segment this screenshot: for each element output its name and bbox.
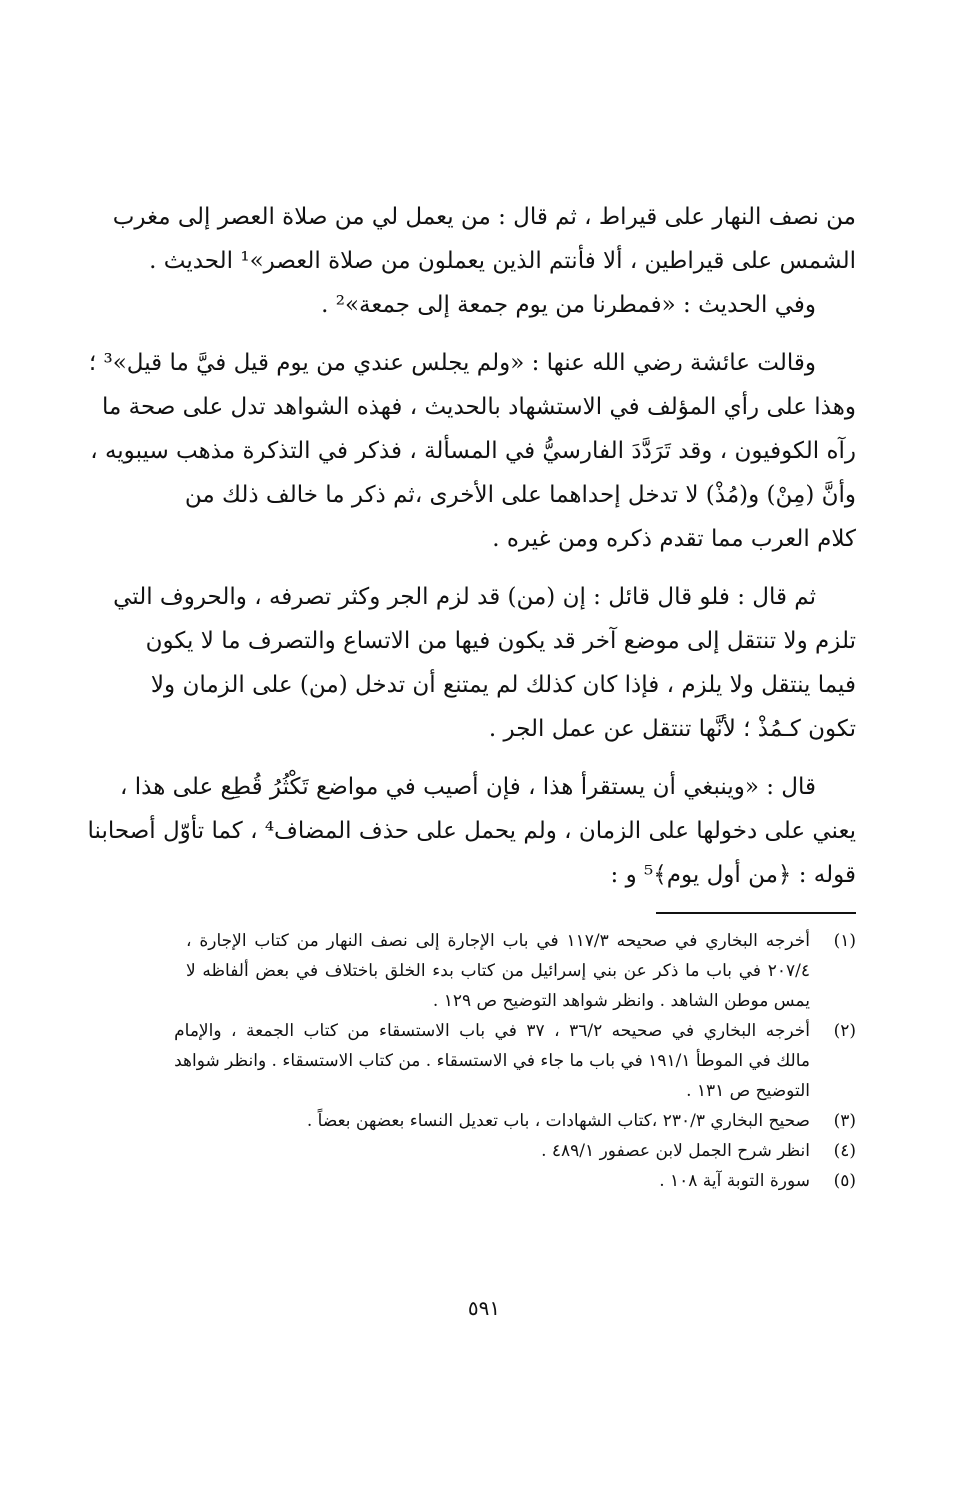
footnote-line: أخرجه البخاري في صحيحه ١١٧/٣ في باب الإجارة إلى نصف النهار من كتاب الإجارة ، — [186, 931, 810, 951]
footnote-number: (٤) — [833, 1141, 856, 1161]
footnote-number: (٥) — [833, 1171, 856, 1191]
footnote-number: (١) — [833, 931, 856, 951]
footnote-line: أخرجه البخاري في صحيحه ٣٦/٢ ، ٣٧ في باب الاستسقاء من كتاب الجمعة ، والإمام — [174, 1021, 810, 1041]
text-line: وهذا على رأي المؤلف في الاستشهاد بالحديث ، فهذه الشواهد تدل على صحة ما — [102, 394, 856, 420]
footnote — [186, 926, 856, 1016]
text-line: فيما ينتقل ولا يلزم ، فإذا كان كذلك لم يمتنع أن تدخل (من) على الزمان ولا — [150, 672, 856, 698]
text-line: وأنَّ (مِنْ) و(مُذْ) لا تدخل إحداهما على الأخرى ،ثم ذكر ما خالف ذلك من — [184, 482, 856, 508]
text-line: ثم قال : فلو قال قائل : إن (من) قد لزم الجر وكثر تصرفه ، والحروف التي — [113, 584, 816, 610]
text-line: قوله : ﴿من أول يوم﴾⁵ و : — [610, 862, 856, 888]
page-number: ٥٩١ — [467, 1296, 501, 1320]
footnote-separator — [656, 912, 856, 914]
footnote-line: صحيح البخاري ٢٣٠/٣ ،كتاب الشهادات ، باب تعديل النساء بعضهن بعضاً . — [306, 1111, 810, 1131]
text-line: تلزم ولا تنتقل إلى موضع آخر قد يكون فيها من الاتساع والتصرف ما لا يكون — [145, 628, 856, 654]
footnote — [186, 1136, 856, 1166]
text-line: قال : «وينبغي أن يستقرأ هذا ، فإن أصيب في مواضع تَكْثُرُ قُطِع على هذا ، — [120, 774, 816, 800]
footnote-line: سورة التوبة آية ١٠٨ . — [659, 1171, 810, 1191]
footnote — [186, 1166, 856, 1196]
text-line: يعني على دخولها على الزمان ، ولم يحمل على حذف المضاف⁴ ، كما تأوّل أصحابنا — [87, 818, 856, 844]
footnote — [186, 1106, 856, 1136]
text-line: رآه الكوفيون ، وقد تَرَدَّدَ الفارسيُّ في المسألة ، فذكر في التذكرة مذهب سيبويه ، — [90, 438, 856, 464]
paragraph-gap — [186, 327, 856, 341]
footnote-line: ٢٠٧/٤ في باب ما ذكر عن بني إسرائيل من كتاب بدء الخلق باختلاف في بعض ألفاظه لا — [186, 961, 810, 981]
footnote-line: يمس موطن الشاهد . وانظر شواهد التوضيح ص ١٢٩ . — [432, 991, 810, 1011]
text-line: كلام العرب مما تقدم ذكره ومن غيره . — [492, 526, 856, 552]
text-line: من نصف النهار على قيراط ، ثم قال : من يعمل لي من صلاة العصر إلى مغرب — [112, 204, 856, 230]
paragraph-gap — [186, 561, 856, 575]
footnote — [174, 1016, 856, 1106]
footnote-line: مالك في الموطأ ١٩١/١ في باب ما جاء في الاستسقاء . من كتاب الاستسقاء . وانظر شواهد — [174, 1051, 810, 1071]
footnote-line: انظر شرح الجمل لابن عصفور ٤٨٩/١ . — [541, 1141, 810, 1161]
text-line: تكون كـمُذْ ؛ لأنَّها تنتقل عن عمل الجر . — [488, 716, 856, 742]
text-line: الشمس على قيراطين ، ألا فأنتم الذين يعملون من صلاة العصر»¹ الحديث . — [149, 248, 856, 274]
text-line: وفي الحديث : «فمطرنا من يوم جمعة إلى جمعة»² . — [321, 292, 816, 318]
footnote-number: (٣) — [833, 1111, 856, 1131]
footnotes — [174, 926, 856, 1196]
footnote-line: التوضيح ص ١٣١ . — [686, 1081, 810, 1101]
main-text — [87, 195, 856, 897]
footnote-number: (٢) — [833, 1021, 856, 1041]
paragraph-gap — [186, 751, 856, 765]
text-line: وقالت عائشة رضي الله عنها : «ولم يجلس عندي من يوم قيل فيَّ ما قيل»³ ؛ — [88, 350, 816, 376]
